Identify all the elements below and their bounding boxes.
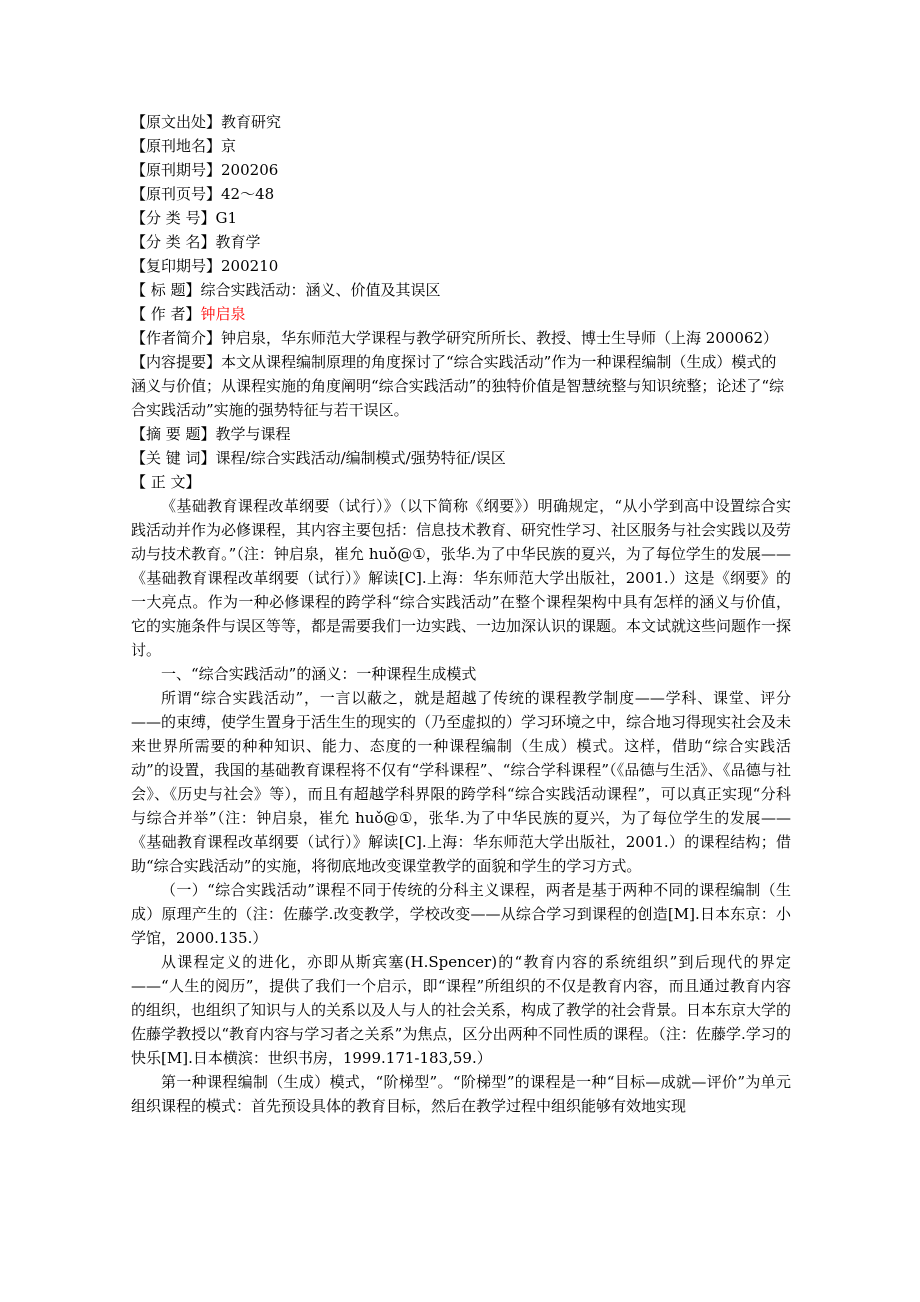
body-paragraph: 所谓“综合实践活动”，一言以蔽之，就是超越了传统的课程教学制度——学科、课堂、评分——的束缚，使学生置身于活生生的现实的（乃至虚拟的）学习环境之中，综合地习得现实社会及未来世界所需要的种种知识、能力、态度的一种课程编制（生成）模式。这样，借助“综合实践活动”的设置，我国的基础教育课程将不仅有“学科课程”、“综合学科课程”（《品德与生活》、《品德与社会》、《历史与社会》等），而且有超越学科界限的跨学科“综合实践活动课程”，可以真正实现“分科与综合并举”（注：钟启泉，崔允 huǒ@①，张华.为了中华民族的夏兴，为了每位学生的发展——《基础教育课程改革纲要（试行）》解读[C].上海：华东师范大学出版社，2001.）的课程结构；借助“综合实践活动”的实施，将彻底地改变课堂教学的面貌和学生的学习方式。 [131,689,792,875]
article-title: 综合实践活动：涵义、价值及其误区 [200,281,441,299]
meta-row-keywords: 【关 键 词】课程/综合实践活动/编制模式/强势特征/误区 [131,449,506,467]
meta-row-title: 【 标 题】综合实践活动：涵义、价值及其误区 [131,281,441,299]
meta-row-issue: 【原刊期号】200206 [131,161,279,179]
meta-row-author: 【 作 者】钟启泉 [131,305,246,323]
body-paragraph: 《基础教育课程改革纲要（试行）》（以下简称《纲要》）明确规定，“从小学到高中设置综合实践活动并作为必修课程，其内容主要包括：信息技术教育、研究性学习、社区服务与社会实践以及劳动与技术教育。”（注：钟启泉，崔允 huǒ@①，张华.为了中华民族的夏兴，为了每位学生的发展——《基础教育课程改革纲要（试行）》解读[C].上海：华东师范大学出版社，2001.）这是《纲要》的一大亮点。作为一种必修课程的跨学科“综合实践活动”在整个课程架构中具有怎样的涵义与价值，它的实施条件与误区等等，都是需要我们一边实践、一边加深认识的课题。本文试就这些问题作一探讨。 [131,497,792,659]
meta-row-pages: 【原刊页号】42～48 [131,185,275,203]
author-link[interactable]: 钟启泉 [200,305,246,323]
article-body [131,494,791,1118]
article [131,110,791,1118]
abstract: 【内容提要】本文从课程编制原理的角度探讨了“综合实践活动”作为一种课程编制（生成）模式的涵义与价值；从课程实施的角度阐明“综合实践活动”的独特价值是智慧统整与知识统整；论述了“综合实践活动”实施的强势特征与若干误区。 [131,353,785,419]
meta-row-place: 【原刊地名】京 [131,137,237,155]
body-label: 【 正 文】 [131,473,201,491]
meta-row-class-number: 【分 类 号】G1 [131,209,238,227]
body-paragraph: 第一种课程编制（生成）模式，“阶梯型”。“阶梯型”的课程是一种“目标—成就—评价”为单元组织课程的模式：首先预设具体的教育目标，然后在教学过程中组织能够有效地实现 [131,1073,791,1115]
section-heading: 一、“综合实践活动”的涵义：一种课程生成模式 [161,665,477,683]
meta-row-source: 【原文出处】教育研究 [131,113,282,131]
meta-row-subject: 【摘 要 题】教学与课程 [131,425,291,443]
author-intro: 【作者简介】钟启泉，华东师范大学课程与教学研究所所长、教授、博士生导师（上海 200062） [131,329,779,347]
meta-row-reprint-issue: 【复印期号】200210 [131,257,279,275]
meta-row-class-name: 【分 类 名】教育学 [131,233,261,251]
body-paragraph: 从课程定义的进化，亦即从斯宾塞(H.Spencer)的“教育内容的系统组织”到后现代的界定——“人生的阅历”，提供了我们一个启示，即“课程”所组织的不仅是教育内容，而且通过教育内容的组织，也组织了知识与人的关系以及人与人的社会关系，构成了教学的社会背景。日本东京大学的佐藤学教授以“教育内容与学习者之关系”为焦点，区分出两种不同性质的课程。（注：佐藤学.学习的快乐[M].日本横滨：世织书房，1999.171-183,59.） [131,953,792,1067]
body-paragraph: （一）“综合实践活动”课程不同于传统的分科主义课程，两者是基于两种不同的课程编制（生成）原理产生的（注：佐藤学.改变教学，学校改变——从综合学习到课程的创造[M].日本东京：小学馆，2000.135.） [131,881,791,947]
